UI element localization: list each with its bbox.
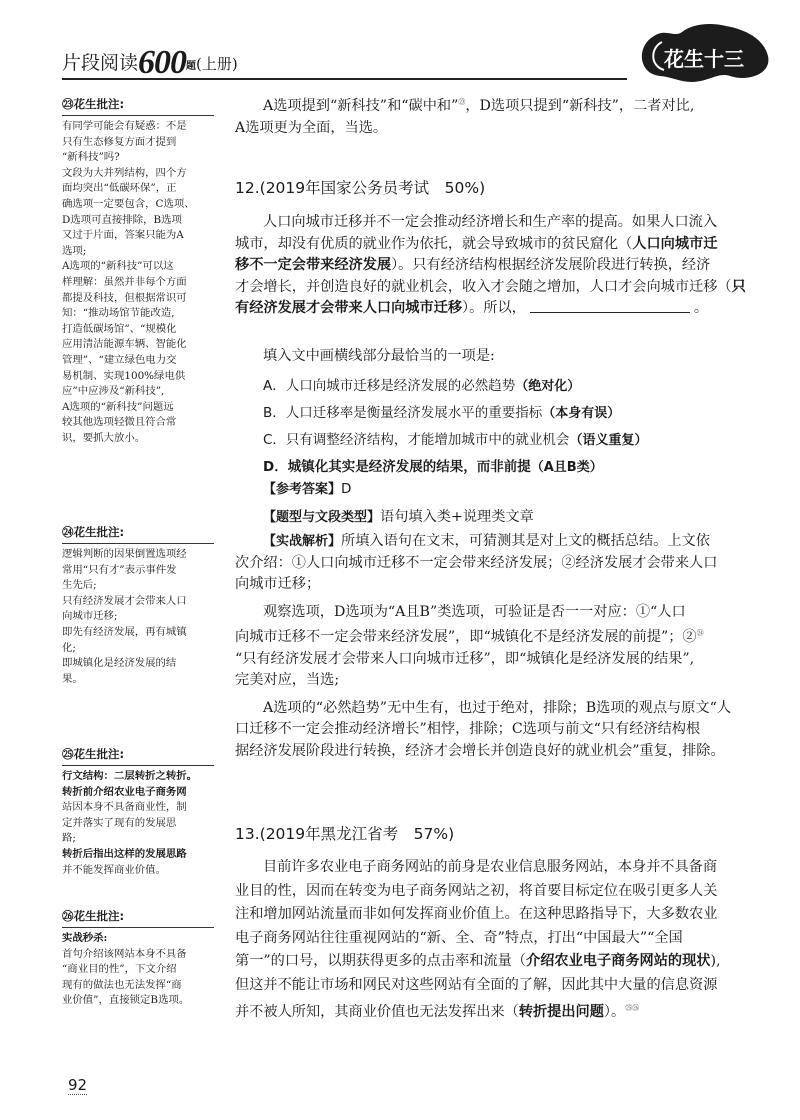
note-line: 实战秒杀:: [62, 932, 108, 944]
note-line: 定并落实了现有的发展思: [62, 816, 177, 829]
note-line: 知：“推动场馆节能改造,: [62, 307, 175, 320]
text-line: 电子商务网站往往重视网站的“新、全、奇”特点，打出“中国最大”“全国: [235, 929, 683, 946]
type-value: 语句填入类+说理类文章: [380, 508, 534, 525]
note-line: 果。: [62, 672, 83, 685]
text-line: A选项的“必然趋势”无中生有，也过于绝对，排除；B选项的观点与原文“人: [263, 699, 732, 716]
note-line: 应”中应涉及“新科技”,: [62, 385, 165, 398]
note-line: 只有经济发展才会带来人口: [62, 594, 187, 607]
type-label: 【题型与文段类型】: [263, 509, 381, 525]
note-line: 转折前介绍农业电子商务网: [62, 785, 187, 798]
note-divider: [62, 765, 214, 766]
brand-logo: [630, 16, 780, 92]
note-line: 有同学可能会有疑惑：不是: [62, 120, 187, 132]
note-title: ㉔花生批注:: [62, 525, 125, 539]
note-line: 并不能发挥商业价值。: [62, 863, 166, 876]
text-line: 口迁移不一定会推动经济增长”相悖，排除；C选项与前文“只有经济结构根: [235, 721, 701, 737]
note-line: 选项;: [62, 244, 87, 257]
note-line: 文段为大并列结构，四个方: [62, 166, 187, 179]
note-title: ㉖花生批注:: [62, 909, 125, 923]
note-line: 行文结构：二层转折之转折。: [62, 770, 198, 782]
note-line: “新科技”吗?: [62, 151, 120, 164]
book-title-text: 片段阅读: [62, 52, 139, 74]
note-ref: ㉔: [696, 629, 704, 637]
note-line: 即城镇化是经济发展的结: [62, 657, 177, 670]
text-line: A选项更为全面，当选。: [235, 119, 388, 136]
option-c: C．只有调整经济结构，才能增加城市中的就业机会（语义重复）: [263, 432, 648, 448]
text-line: 据经济发展阶段进行转换，经济才会增长并创造良好的就业机会”重复，排除。: [235, 742, 725, 759]
text-line: 城市，却没有优质的就业作为依托，就会导致城市的贫民窟化（: [235, 235, 633, 252]
question-12-passage: 人口向城市迁移并不一定会推动经济增长和生产率的提高。如果人口流入 城市，却没有优质的就业作为依托，就会导致城市的贫民窟化（人口向城市迁 移不一定会带来经济发展）。只有经济结构根据经济发展阶段进行转换，经济 才会增长，并创造良好的就业机会，收入才会随之增加，人口才会向城市迁移（只 有经济发展才会带来人口向城市迁移）。所以， 。: [235, 212, 770, 320]
note-line: 面均突出“低碳环保”，正: [62, 182, 177, 195]
question-12-heading: 12.(2019年国家公务员考试 50%): [235, 179, 486, 197]
option-tag: （绝对化）: [515, 379, 581, 394]
note-line: A选项的“新科技”问题远: [62, 400, 174, 413]
carry-over-paragraph: [235, 92, 770, 139]
question-12-options: [235, 373, 770, 481]
note-line: 向城市迁移;: [62, 610, 118, 623]
note-line: A选项的“新科技”可以这: [62, 260, 174, 273]
note-26: [62, 908, 214, 1009]
text-line: 但这并不能让市场和网民对这些网站有全面的了解，因此其中大量的信息资源: [235, 976, 718, 993]
fill-blank: [530, 300, 690, 313]
book-volume: (上册): [196, 55, 238, 73]
text-line: ）。只有经济结构根据经济发展阶段进行转换，经济: [391, 257, 711, 273]
text-line: ）。所以，: [462, 300, 526, 316]
analysis-block: 【实战解析】所填入语句在文末，可猜测其是对上文的概括总结。上文依 次介绍：①人口向城市迁移不一定会带来经济发展；②经济发展才会带来人口 向城市迁移； 观察选项，D选项为“A且B”类选项，可验证是否一一对应：①“人口 向城市迁移不一定会带来经济发展”，即“城镇化不是经济发展的前提”；②$^㉔$ “只有经济发展才会带来人口向城市迁移”，即“城镇化是经济发展的结果”, 完美对应，当选; A选项的“必然趋势”无中生有，也过于绝对，排除；B选项的观点与原文“人 口迁移不一定会推动经济增长”相悖，排除；C选项与前文“只有经济结构根 据经济发展阶段进行转换，经济才会增长并创造良好的就业机会”重复，排除。: [235, 531, 770, 762]
inline-note: 介绍农业电子商务网站的现状: [526, 953, 711, 969]
inline-note: 人口向城市迁: [632, 235, 718, 252]
question-13-passage: 目前许多农业电子商务网站的前身是农业信息服务网站，本身并不具备商 业目的性，因而在转变为电子商务网站之初，将首要目标定位在吸引更多人关 注和增加网站流量而非如何发挥商业价值上。在这种思路指导下，大多数农业 电子商务网站往往重视网站的“新、全、奇”特点，打出“中国最大”“全国 第一”的口号，以期获得更多的点击率和流量（介绍农业电子商务网站的现状), 但这并不能让市场和网民对这些网站有全面的了解，因此其中大量的信息资源 并不被人所知，其商业价值也无法发挥出来（转折提出问题）。$^{㉕㉖}$: [235, 856, 770, 1025]
note-line: 确选项一定要包含，C选项、: [62, 197, 195, 210]
text-line: 业目的性，因而在转变为电子商务网站之初，将首要目标定位在吸引更多人关: [235, 882, 718, 899]
note-divider: [62, 927, 214, 928]
note-ref: ㉕㉖: [625, 1004, 640, 1012]
note-title: ㉕花生批注:: [62, 747, 125, 761]
note-line: 常用“只有才”表示事件发: [62, 563, 177, 576]
text-line: 观察选项，D选项为“A且B”类选项，可验证是否一一对应：①“人口: [263, 603, 686, 620]
note-line: 化;: [62, 641, 76, 654]
text-line: 并不被人所知，其商业价值也无法发挥出来（: [235, 1004, 519, 1020]
text-line: “只有经济发展才会带来人口向城市迁移”，即“城镇化是经济发展的结果”,: [235, 650, 695, 667]
note-24: [62, 524, 214, 687]
note-divider: [62, 543, 214, 544]
option-d: D．城镇化其实是经济发展的结果，而非前提（A且B类）: [263, 459, 603, 475]
analysis-label: 【实战解析】: [263, 534, 342, 549]
option-a: A．人口向城市迁移是经济发展的必然趋势（绝对化）: [263, 378, 581, 394]
book-title-number: 600: [138, 44, 187, 81]
question-13-heading: 13.(2019年黑龙江省考 57%): [235, 825, 455, 843]
option-tag: （语义重复）: [569, 433, 648, 448]
question-12-stem: 填入文中画横线部分最恰当的一项是:: [263, 348, 495, 364]
note-line: 较其他选项轻微且符合常: [62, 416, 177, 429]
text-line: 第一”的口号，以期获得更多的点击率和流量（: [235, 953, 527, 969]
answer-label: 【参考答案】: [263, 482, 342, 497]
note-line: 易机制、实现100%绿电供: [62, 369, 186, 382]
note-line: 业价值”，直接锁定B选项。: [62, 994, 190, 1007]
book-title-suffix: 题: [186, 61, 197, 72]
inline-note: 转折提出问题: [518, 1004, 604, 1020]
note-divider: [62, 115, 214, 116]
text-line: 才会增长，并创造良好的就业机会，收入才会随之增加，人口才会向城市迁移（: [235, 278, 732, 295]
text-line: 目前许多农业电子商务网站的前身是农业信息服务网站，本身并不具备商: [263, 859, 718, 875]
book-title: [62, 44, 238, 82]
note-line: “商业目的性”，下文介绍: [62, 963, 177, 976]
text-line: 人口向城市迁移并不一定会推动经济增长和生产率的提高。如果人口流入: [263, 214, 718, 230]
note-line: 样理解：虽然并非每个方面: [62, 275, 187, 288]
inline-note: 只: [731, 278, 746, 295]
note-line: 管理”、“建立绿色电力交: [62, 353, 177, 366]
note-line: 只有生态修复方面才提到: [62, 135, 177, 148]
note-line: 应用清洁能源车辆、智能化: [62, 338, 187, 351]
text-line: ，D选项只提到“新科技”，二者对比,: [465, 98, 695, 114]
note-line: 转折后指出这样的发展思路: [62, 847, 187, 860]
logo-text: 花生十三: [664, 47, 744, 71]
option-tag: （本身有误）: [542, 406, 621, 421]
note-line: 路;: [62, 832, 76, 845]
note-line: 站因本身不具备商业性，制: [62, 801, 187, 814]
note-line: 逻辑判断的因果倒置选项经: [62, 548, 187, 560]
peanut-logo-icon: [630, 16, 780, 92]
note-line: D选项可直接排除，B选项: [62, 213, 182, 226]
header-rule: [62, 78, 627, 80]
text-line: 注和增加网站流量而非如何发挥商业价值上。在这种思路指导下，大多数农业: [235, 906, 718, 922]
note-line: 又过于片面，答案只能为A: [62, 229, 184, 242]
answer-block: [235, 479, 770, 528]
inline-note: 有经济发展才会带来人口向城市迁移: [235, 300, 463, 316]
text-line: 向城市迁移；: [235, 576, 321, 592]
option-b: B．人口迁移率是衡量经济发展水平的重要指标（本身有误）: [263, 405, 621, 421]
text-line: A选项提到“新科技”和“碳中和”: [263, 98, 459, 114]
option-tag: （A且B类）: [530, 460, 603, 475]
note-line: 打造低碳场馆”、“规模化: [62, 322, 177, 335]
note-title: ㉓花生批注:: [62, 97, 125, 111]
text-line: 完美对应，当选;: [235, 672, 340, 688]
inline-note: 移不一定会带来经济发展: [235, 257, 392, 273]
note-line: 现有的做法也无法发挥“商: [62, 978, 182, 991]
note-23: [62, 96, 214, 446]
answer-value: D: [341, 481, 352, 497]
text-line: 次介绍：①人口向城市迁移不一定会带来经济发展；②经济发展才会带来人口: [235, 554, 718, 571]
note-line: 识，要抓大放小。: [62, 431, 146, 444]
note-line: 即先有经济发展，再有城镇: [62, 625, 187, 638]
note-25: [62, 746, 214, 878]
note-line: 首句介绍该网站本身不具备: [62, 947, 187, 960]
page-number: 92: [68, 1076, 88, 1094]
text-line: 向城市迁移不一定会带来经济发展”，即“城镇化不是经济发展的前提”；②: [235, 629, 697, 645]
note-line: 都提及科技，但根据常识可: [62, 291, 187, 304]
note-line: 生先后;: [62, 579, 97, 592]
note-ref: ㉓: [458, 98, 466, 106]
